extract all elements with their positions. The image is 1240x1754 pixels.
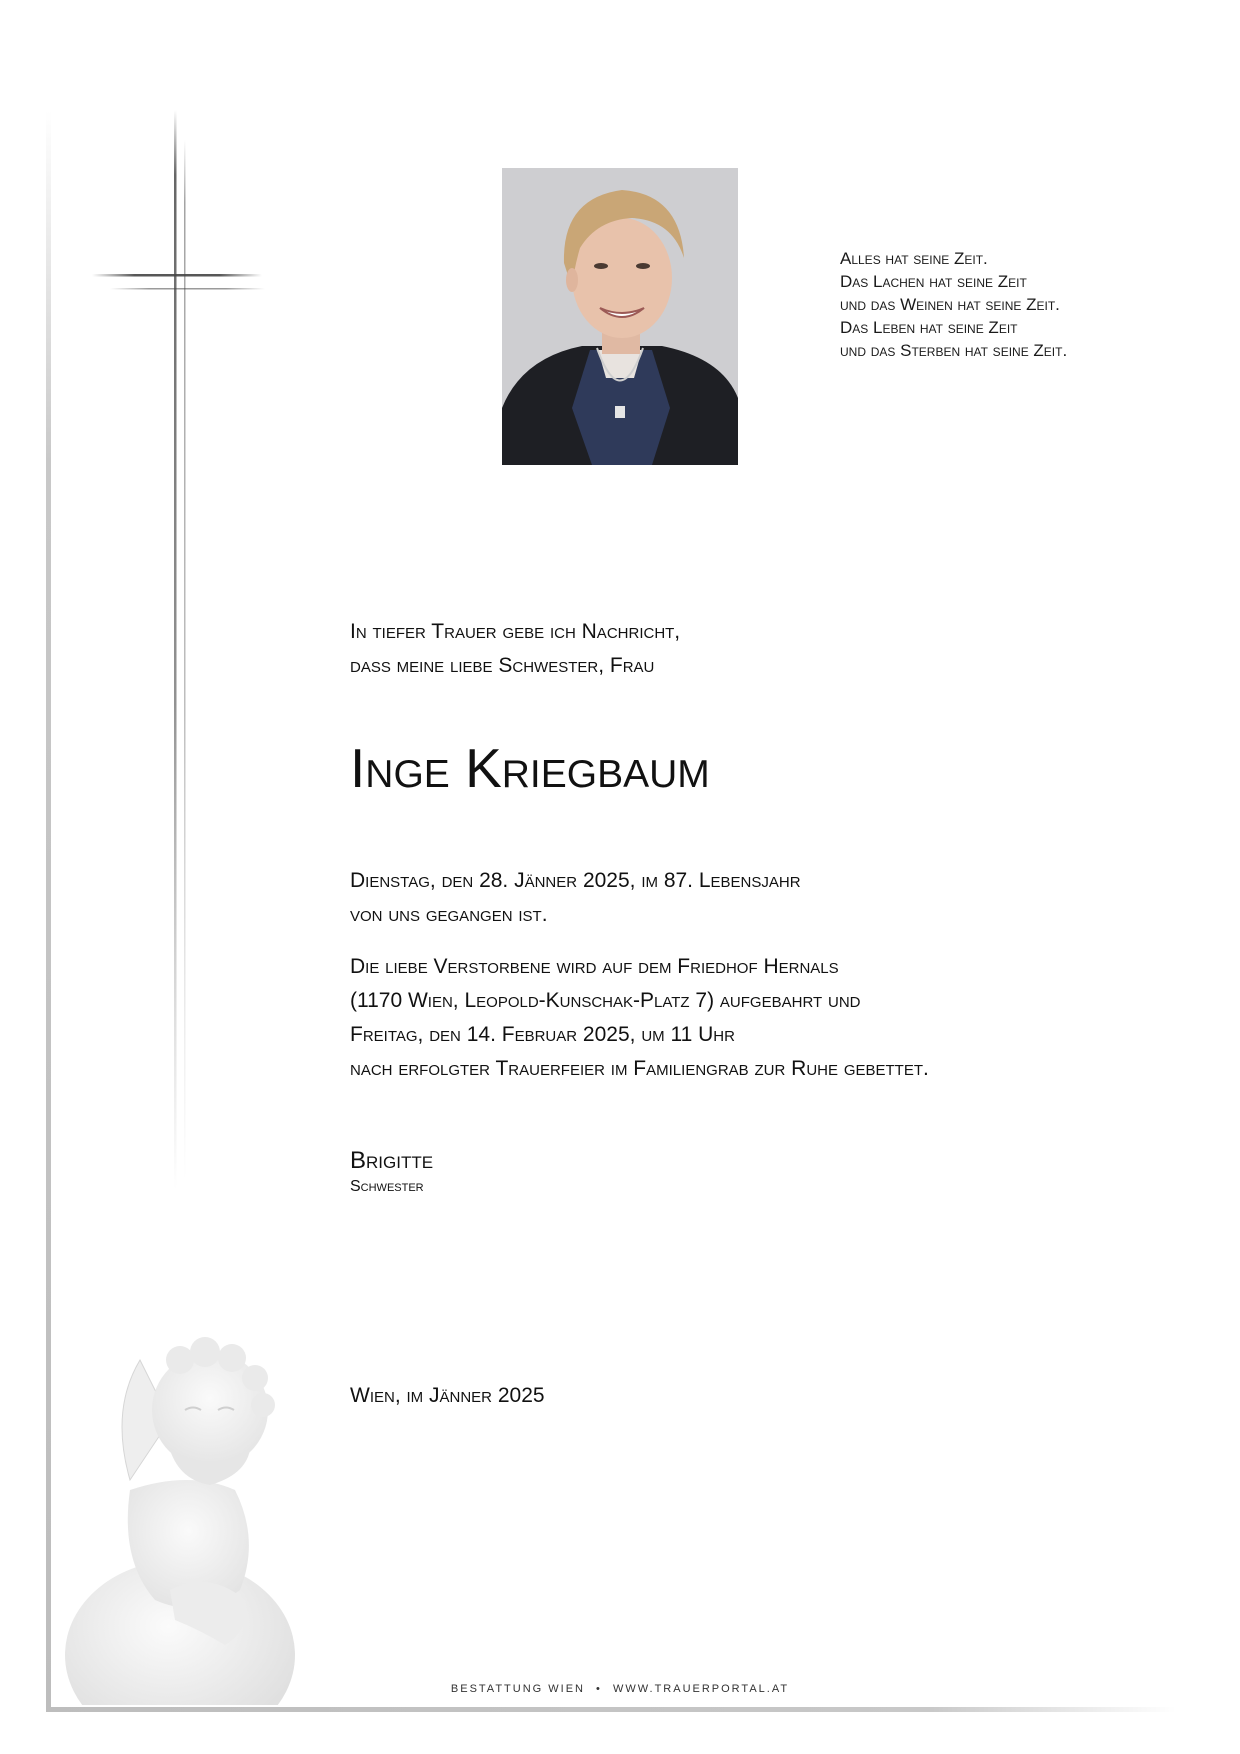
- cross-icon: [0, 0, 300, 1200]
- death-notice: [350, 864, 1170, 932]
- place-date: Wien, im Jänner 2025: [350, 1384, 545, 1407]
- mourner-name: Brigitte: [350, 1147, 434, 1174]
- footer-website-link[interactable]: WWW.TRAUERPORTAL.AT: [612, 1683, 790, 1695]
- intro-text: [350, 615, 1150, 683]
- burial-notice-line: nach erfolgter Trauerfeier im Familiengrab zur Ruhe gebettet.: [350, 1057, 929, 1080]
- intro-line: In tiefer Trauer gebe ich Nachricht,: [350, 620, 681, 643]
- quote-line: Das Lachen hat seine Zeit: [840, 272, 1027, 291]
- footer-separator: •: [596, 1683, 602, 1695]
- death-notice-line: von uns gegangen ist.: [350, 903, 548, 926]
- footer: [0, 1681, 1240, 1697]
- quote-block: [840, 247, 1170, 362]
- intro-line: dass meine liebe Schwester, Frau: [350, 654, 655, 677]
- quote-line: und das Weinen hat seine Zeit.: [840, 295, 1060, 314]
- mourner-relation: Schwester: [350, 1178, 424, 1195]
- portrait-photo: [502, 168, 738, 465]
- footer-left: BESTATTUNG WIEN: [450, 1683, 585, 1695]
- burial-notice-line: Die liebe Verstorbene wird auf dem Friedhof Hernals: [350, 955, 839, 978]
- quote-line: Alles hat seine Zeit.: [840, 249, 988, 268]
- quote-line: und das Sterben hat seine Zeit.: [840, 341, 1068, 360]
- burial-notice-line: (1170 Wien, Leopold-Kunschak-Platz 7) aufgebahrt und: [350, 989, 861, 1012]
- frame-bottom-line: [46, 1707, 1176, 1712]
- death-notice-line: Dienstag, den 28. Jänner 2025, im 87. Lebensjahr: [350, 869, 801, 892]
- burial-notice: [350, 950, 1210, 1086]
- deceased-name: Inge Kriegbaum: [350, 737, 710, 799]
- quote-line: Das Leben hat seine Zeit: [840, 318, 1018, 337]
- burial-notice-line: Freitag, den 14. Februar 2025, um 11 Uhr: [350, 1023, 735, 1046]
- angel-figure: [60, 1300, 340, 1705]
